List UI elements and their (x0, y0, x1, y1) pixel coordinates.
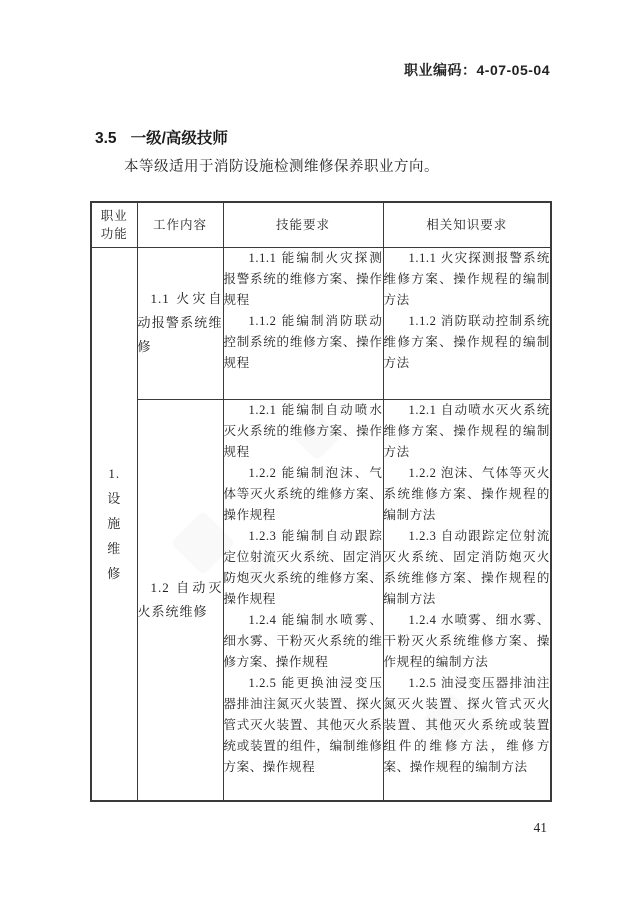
function-group-cell (91, 247, 137, 801)
table-row (91, 399, 551, 801)
occupation-code: 职业编码：4-07-05-04 (404, 62, 550, 78)
work-content-cell (137, 247, 223, 399)
section-heading (95, 126, 228, 148)
skill-requirements-cell (223, 399, 383, 801)
work-content-label: 1.1 火灾自动报警系统维修 (137, 291, 223, 354)
qualification-table (90, 201, 552, 802)
knowledge-requirements-cell (383, 247, 551, 399)
knowledge-item: 1.2.5 油浸变压器排油注氮灭火装置、探火管式灭火装置、其他灭火系统或装置组件的维修方法，维修方案、操作规程的编制方法 (383, 675, 550, 774)
function-group-label: 1. 设施维修 (107, 466, 122, 582)
skill-item: 1.2.1 能编制自动喷水灭火系统的维修方案、操作规程 (223, 402, 383, 459)
knowledge-item: 1.1.1 火灾探测报警系统维修方案、操作规程的编制方法 (383, 250, 550, 307)
skill-requirements-cell (223, 247, 383, 399)
skill-item: 1.2.5 能更换油浸变压器排油注氮灭火装置、探火管式灭火装置、其他灭火系统或装置的组件，编制维修方案、操作规程 (223, 675, 383, 774)
page-number: 41 (533, 820, 547, 835)
work-content-label: 1.2 自动灭火系统维修 (137, 579, 223, 619)
skill-item: 1.1.1 能编制火灾探测报警系统的维修方案、操作规程 (223, 250, 383, 307)
work-content-cell (137, 399, 223, 801)
knowledge-item: 1.2.1 自动喷水灭火系统维修方案、操作规程的编制方法 (383, 402, 550, 459)
column-header-skill-requirements: 技能要求 (223, 202, 383, 247)
knowledge-item: 1.2.3 自动跟踪定位射流灭火系统、固定消防炮灭火系统维修方案、操作规程的编制方法 (383, 528, 550, 606)
knowledge-requirements-cell (383, 399, 551, 801)
column-header-work-content: 工作内容 (137, 202, 223, 247)
knowledge-item: 1.2.2 泡沫、气体等灭火系统维修方案、操作规程的编制方法 (383, 465, 550, 522)
table-header-row (91, 202, 551, 247)
skill-item: 1.1.2 能编制消防联动控制系统的维修方案、操作规程 (223, 313, 383, 370)
column-header-function: 职业功能 (91, 202, 137, 247)
skill-item: 1.2.2 能编制泡沫、气体等灭火系统的维修方案、操作规程 (223, 465, 383, 522)
intro-paragraph: 本等级适用于消防设施检测维修保养职业方向。 (124, 159, 439, 175)
table-row (91, 247, 551, 399)
skill-item: 1.2.3 能编制自动跟踪定位射流灭火系统、固定消防炮灭火系统的维修方案、操作规程 (223, 528, 383, 606)
section-number: 3.5 (95, 130, 117, 147)
knowledge-item: 1.2.4 水喷雾、细水雾、干粉灭火系统维修方案、操作规程的编制方法 (383, 612, 550, 669)
column-header-knowledge-requirements: 相关知识要求 (383, 202, 551, 247)
section-title: 一级/高级技师 (130, 130, 228, 147)
knowledge-item: 1.1.2 消防联动控制系统维修方案、操作规程的编制方法 (383, 313, 550, 370)
skill-item: 1.2.4 能编制水喷雾、细水雾、干粉灭火系统的维修方案、操作规程 (223, 612, 383, 669)
